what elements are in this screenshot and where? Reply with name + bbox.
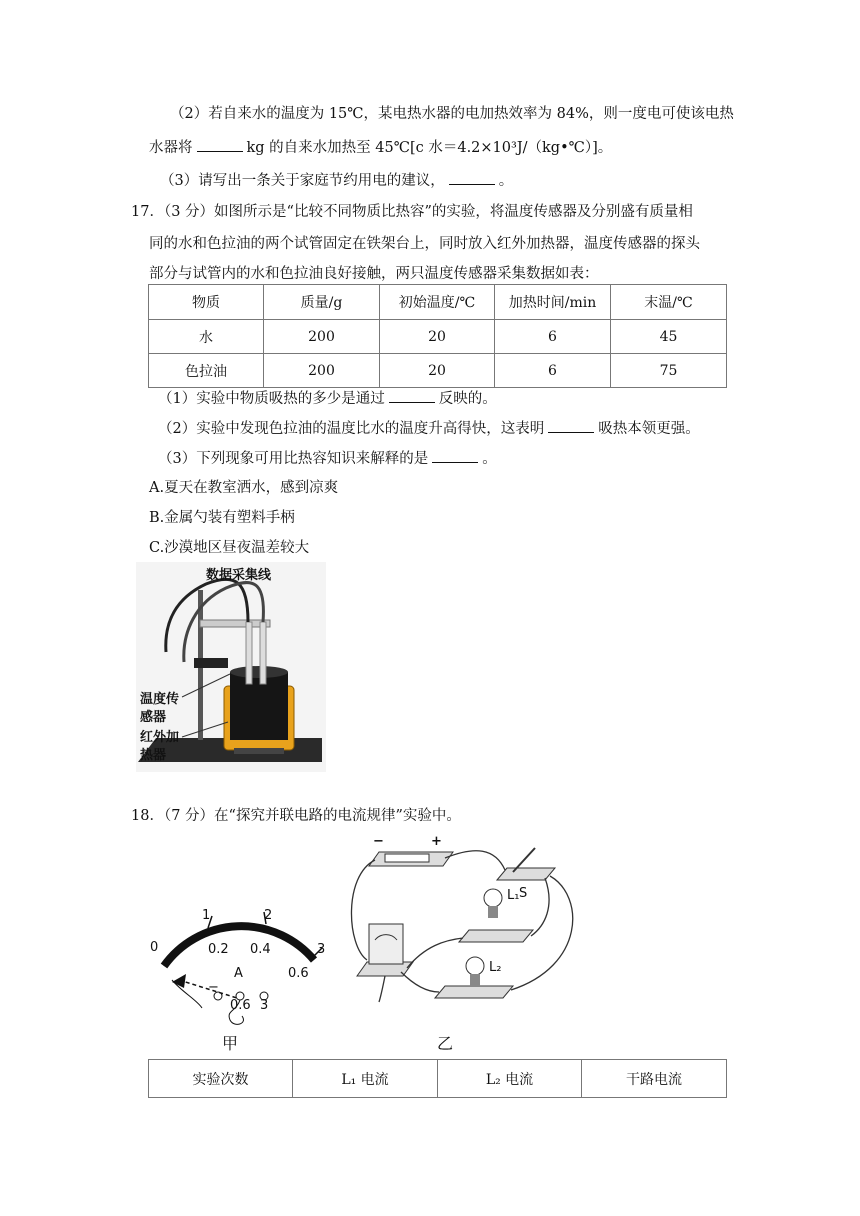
table-cell: 200 xyxy=(264,320,380,354)
q16-part3-text-a: （3）请写出一条关于家庭节约用电的建议， xyxy=(160,173,445,189)
q17-intro-line1: 17．（3 分）如图所示是“比较不同物质比热容”的实验，将温度传感器及分别盛有质量相 xyxy=(131,204,693,220)
table-header-cell: 末温/℃ xyxy=(611,285,727,320)
q16-part3 xyxy=(160,170,513,191)
figure-caption-jia: 甲 xyxy=(222,1034,239,1053)
battery-plus-label: + xyxy=(431,834,442,849)
ammeter-terminal-3: 3 xyxy=(260,998,269,1013)
figure-label-heater-line1: 红外加 xyxy=(140,730,180,745)
ammeter-tick-3: 3 xyxy=(317,942,326,957)
q18-data-table xyxy=(148,1059,727,1098)
ammeter-figure xyxy=(142,900,342,1030)
table-header-cell: 实验次数 xyxy=(149,1060,293,1098)
table-cell: 75 xyxy=(611,354,727,388)
q17-intro-line3: 部分与试管内的水和色拉油良好接触，两只温度传感器采集数据如表： xyxy=(149,266,599,282)
ammeter-tick-1: 1 xyxy=(202,908,211,923)
table-cell: 水 xyxy=(149,320,264,354)
answer-blank xyxy=(197,137,243,152)
table-cell: 6 xyxy=(495,320,611,354)
table-header-cell: 质量/g xyxy=(264,285,380,320)
q17-sub2 xyxy=(158,418,700,439)
q17-sub3 xyxy=(158,448,497,469)
table-cell: 20 xyxy=(380,354,495,388)
q17-option-b: B.金属勺装有塑料手柄 xyxy=(149,510,295,526)
table-cell: 20 xyxy=(380,320,495,354)
answer-blank xyxy=(548,418,594,433)
figure-label-sensor-line1: 温度传 xyxy=(140,692,180,707)
ammeter-unit: A xyxy=(234,966,243,981)
table-cell: 200 xyxy=(264,354,380,388)
table-header-cell: 加热时间/min xyxy=(495,285,611,320)
ammeter-tick-0: 0 xyxy=(150,940,159,955)
table-cell: 45 xyxy=(611,320,727,354)
q17-option-c: C.沙漠地区昼夜温差较大 xyxy=(149,540,310,556)
answer-blank xyxy=(389,388,435,403)
q17-intro-line2: 同的水和色拉油的两个试管固定在铁架台上，同时放入红外加热器，温度传感器的探头 xyxy=(149,236,700,252)
q17-sub1-text-b: 反映的。 xyxy=(438,391,497,407)
table-cell: 色拉油 xyxy=(149,354,264,388)
answer-blank xyxy=(432,448,478,463)
q17-option-a: A.夏天在教室洒水，感到凉爽 xyxy=(149,480,339,496)
table-header-cell: L₁ 电流 xyxy=(293,1060,438,1098)
figure-label-data-cable: 数据采集线 xyxy=(206,568,272,583)
ammeter-terminal-minus: − xyxy=(208,980,219,995)
ammeter-minor-tick-0.2: 0.2 xyxy=(208,942,229,957)
q16-part2-text-b: kg 的自来水加热至 45℃[c 水＝4.2×10³J/（kg•℃）]。 xyxy=(246,140,613,156)
table-header-cell: 物质 xyxy=(149,285,264,320)
q17-sub2-text-b: 吸热本领更强。 xyxy=(598,421,700,437)
q17-sub3-text-a: （3）下列现象可用比热容知识来解释的是 xyxy=(158,451,429,467)
table-header-cell: 初始温度/℃ xyxy=(380,285,495,320)
table-header-row xyxy=(149,1060,727,1098)
q16-part2-text-a: 水器将 xyxy=(149,140,193,156)
q16-part2-line1: （2）若自来水的温度为 15℃，某电热水器的电加热效率为 84%，则一度电可使该电热 xyxy=(170,106,734,122)
q17-sub2-text-a: （2）实验中发现色拉油的温度比水的温度升高得快，这表明 xyxy=(158,421,545,437)
battery-minus-label: − xyxy=(373,834,384,849)
table-header-cell: L₂ 电流 xyxy=(438,1060,582,1098)
circuit-drawing xyxy=(345,836,590,1006)
switch-label: S xyxy=(519,886,528,901)
figure-label-sensor-line2: 感器 xyxy=(140,710,167,725)
table-row xyxy=(149,354,727,388)
lamp1-label: L₁ xyxy=(507,888,520,903)
q17-data-table xyxy=(148,284,727,388)
ammeter-terminal-0.6: 0.6 xyxy=(230,998,251,1013)
circuit-figure xyxy=(345,836,590,1006)
table-header-row xyxy=(149,285,727,320)
answer-blank xyxy=(449,170,495,185)
q17-sub3-text-b: 。 xyxy=(482,451,497,467)
q16-part3-text-b: 。 xyxy=(498,173,514,189)
ammeter-tick-2: 2 xyxy=(264,908,273,923)
q17-sub1 xyxy=(158,388,497,409)
q18-intro: 18．（7 分）在“探究并联电路的电流规律”实验中。 xyxy=(131,808,461,824)
apparatus-figure xyxy=(136,562,326,772)
table-header-cell: 干路电流 xyxy=(582,1060,727,1098)
ammeter-minor-tick-0.6: 0.6 xyxy=(288,966,309,981)
q17-sub1-text-a: （1）实验中物质吸热的多少是通过 xyxy=(158,391,385,407)
q16-part2-line2 xyxy=(149,137,612,158)
table-cell: 6 xyxy=(495,354,611,388)
figure-caption-yi: 乙 xyxy=(437,1034,454,1053)
lamp2-label: L₂ xyxy=(489,960,502,975)
table-row xyxy=(149,320,727,354)
figure-label-heater-line2: 热器 xyxy=(140,748,167,763)
ammeter-minor-tick-0.4: 0.4 xyxy=(250,942,271,957)
